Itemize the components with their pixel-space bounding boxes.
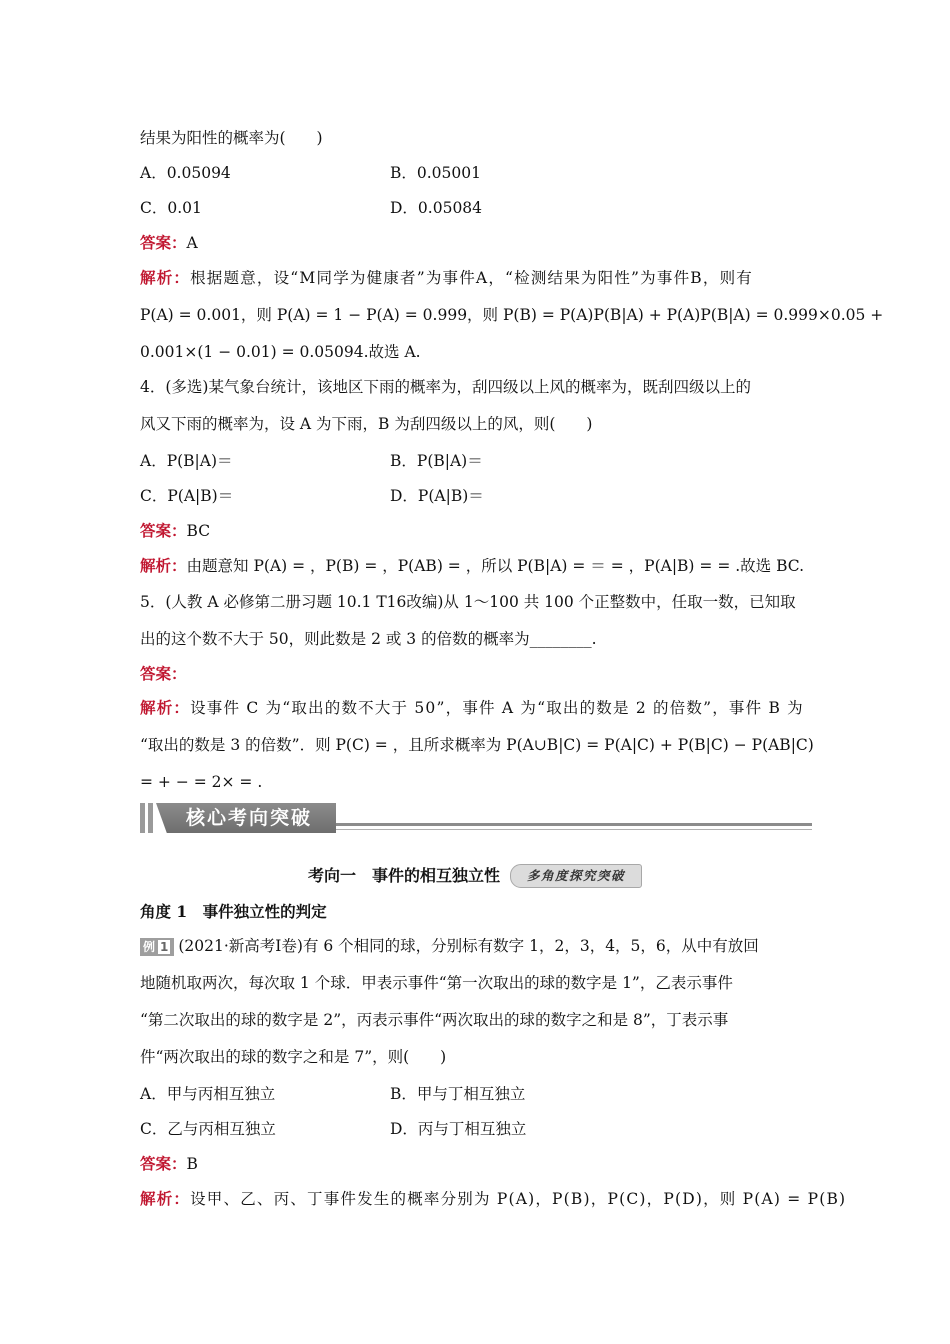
example-analysis-line bbox=[140, 1189, 846, 1209]
direction-tag: 多角度探究突破 bbox=[510, 864, 642, 888]
example-stem-line: 件“两次取出的球的数字之和是 7”，则( ) bbox=[140, 1048, 447, 1066]
example-option-c: C．乙与丙相互独立 bbox=[140, 1120, 276, 1138]
example-answer bbox=[140, 1154, 198, 1174]
analysis-text: 设甲、乙、丙、丁事件发生的概率分别为 P(A)，P(B)，P(C)，P(D)，则 P(A) = P(B) bbox=[190, 1190, 847, 1208]
example-stem-line bbox=[140, 936, 759, 956]
example-badge-text: 例 bbox=[143, 940, 156, 954]
banner-title: 核心考向突破 bbox=[186, 807, 313, 829]
q3-stem-tail: 结果为阳性的概率为( ) bbox=[140, 129, 323, 147]
banner-rule bbox=[336, 829, 812, 830]
example-stem-text: (2021·新高考Ⅰ卷)有 6 个相同的球，分别标有数字 1，2，3，4，5，6，从中有放回 bbox=[178, 937, 759, 955]
answer-label: 答案： bbox=[140, 521, 187, 540]
example-stem-line: 地随机取两次，每次取 1 个球．甲表示事件“第一次取出的球的数字是 1”，乙表示事件 bbox=[140, 974, 733, 992]
answer-value: B bbox=[186, 1155, 198, 1173]
q3-option-d: D．0.05084 bbox=[390, 199, 483, 217]
analysis-label: 解析： bbox=[140, 268, 191, 287]
analysis-text: 设事件 C 为“取出的数不大于 50”，事件 A 为“取出的数是 2 的倍数”，事件 B 为 bbox=[190, 699, 804, 717]
q4-option-b: B．P(B|A)＝ bbox=[390, 452, 483, 470]
example-stem-line: “第二次取出的球的数字是 2”，丙表示事件“两次取出的球的数字之和是 8”，丁表示事 bbox=[140, 1011, 729, 1029]
q4-stem-line: 4．(多选)某气象台统计，该地区下雨的概率为，刮四级以上风的概率为，既刮四级以上的 bbox=[140, 378, 751, 396]
q3-analysis-line: 0.001×(1 − 0.01) = 0.05094.故选 A. bbox=[140, 343, 421, 361]
answer-value: BC bbox=[186, 522, 211, 540]
example-badge-number: 1 bbox=[157, 939, 171, 955]
q3-option-b: B．0.05001 bbox=[390, 164, 481, 182]
analysis-text: 根据题意，设“M同学为健康者”为事件A，“检测结果为阳性”为事件B，则有 bbox=[190, 269, 753, 287]
banner-mark bbox=[148, 803, 153, 833]
answer-label: 答案： bbox=[140, 233, 187, 252]
example-option-b: B．甲与丁相互独立 bbox=[390, 1085, 526, 1103]
q5-analysis-line: = + − = 2× = . bbox=[140, 773, 263, 791]
analysis-label: 解析： bbox=[140, 698, 191, 717]
q3-analysis-line bbox=[140, 268, 753, 288]
q5-analysis-line bbox=[140, 698, 804, 718]
q5-stem-line: 出的这个数不大于 50，则此数是 2 或 3 的倍数的概率为________. bbox=[140, 630, 597, 648]
q4-option-c: C．P(A|B)＝ bbox=[140, 487, 234, 505]
q5-analysis-line: “取出的数是 3 的倍数”．则 P(C) = ，且所求概率为 P(A∪B|C) = P(A|C) + P(B|C) − P(AB|C) bbox=[140, 736, 814, 754]
q4-stem-line: 风又下雨的概率为，设 A 为下雨，B 为刮四级以上的风，则( ) bbox=[140, 415, 593, 433]
section-banner bbox=[140, 803, 812, 835]
q3-option-c: C．0.01 bbox=[140, 199, 202, 217]
q3-option-a: A．0.05094 bbox=[140, 164, 231, 182]
answer-label: 答案： bbox=[140, 1154, 187, 1173]
q4-analysis-line bbox=[140, 556, 804, 576]
analysis-text: 由题意知 P(A) = ，P(B) = ，P(AB) = ，所以 P(B|A) = ＝ = ，P(A|B) = = .故选 BC. bbox=[186, 557, 804, 575]
answer-label: 答案： bbox=[140, 664, 187, 683]
q3-answer bbox=[140, 233, 198, 253]
banner-rule bbox=[336, 823, 812, 826]
direction-title: 考向一 事件的相互独立性 bbox=[308, 866, 501, 885]
example-option-a: A．甲与丙相互独立 bbox=[140, 1085, 276, 1103]
analysis-label: 解析： bbox=[140, 1189, 191, 1208]
q3-analysis-line: P(A) = 0.001，则 P(A) = 1 − P(A) = 0.999，则 P(B) = P(A)P(B|A) + P(A)P(B|A) = 0.999×0.05 + bbox=[140, 306, 884, 324]
q4-answer bbox=[140, 521, 210, 541]
banner-mark bbox=[140, 803, 145, 833]
q4-option-a: A．P(B|A)＝ bbox=[140, 452, 233, 470]
q5-answer bbox=[140, 664, 187, 684]
angle-title: 角度 1 事件独立性的判定 bbox=[140, 902, 327, 921]
q5-stem-line: 5．(人教 A 必修第二册习题 10.1 T16改编)从 1～100 共 100 个正整数中，任取一数，已知取 bbox=[140, 593, 796, 611]
example-option-d: D．丙与丁相互独立 bbox=[390, 1120, 527, 1138]
example-badge bbox=[140, 938, 174, 956]
analysis-label: 解析： bbox=[140, 556, 187, 575]
q4-option-d: D．P(A|B)＝ bbox=[390, 487, 484, 505]
answer-value: A bbox=[186, 234, 198, 252]
